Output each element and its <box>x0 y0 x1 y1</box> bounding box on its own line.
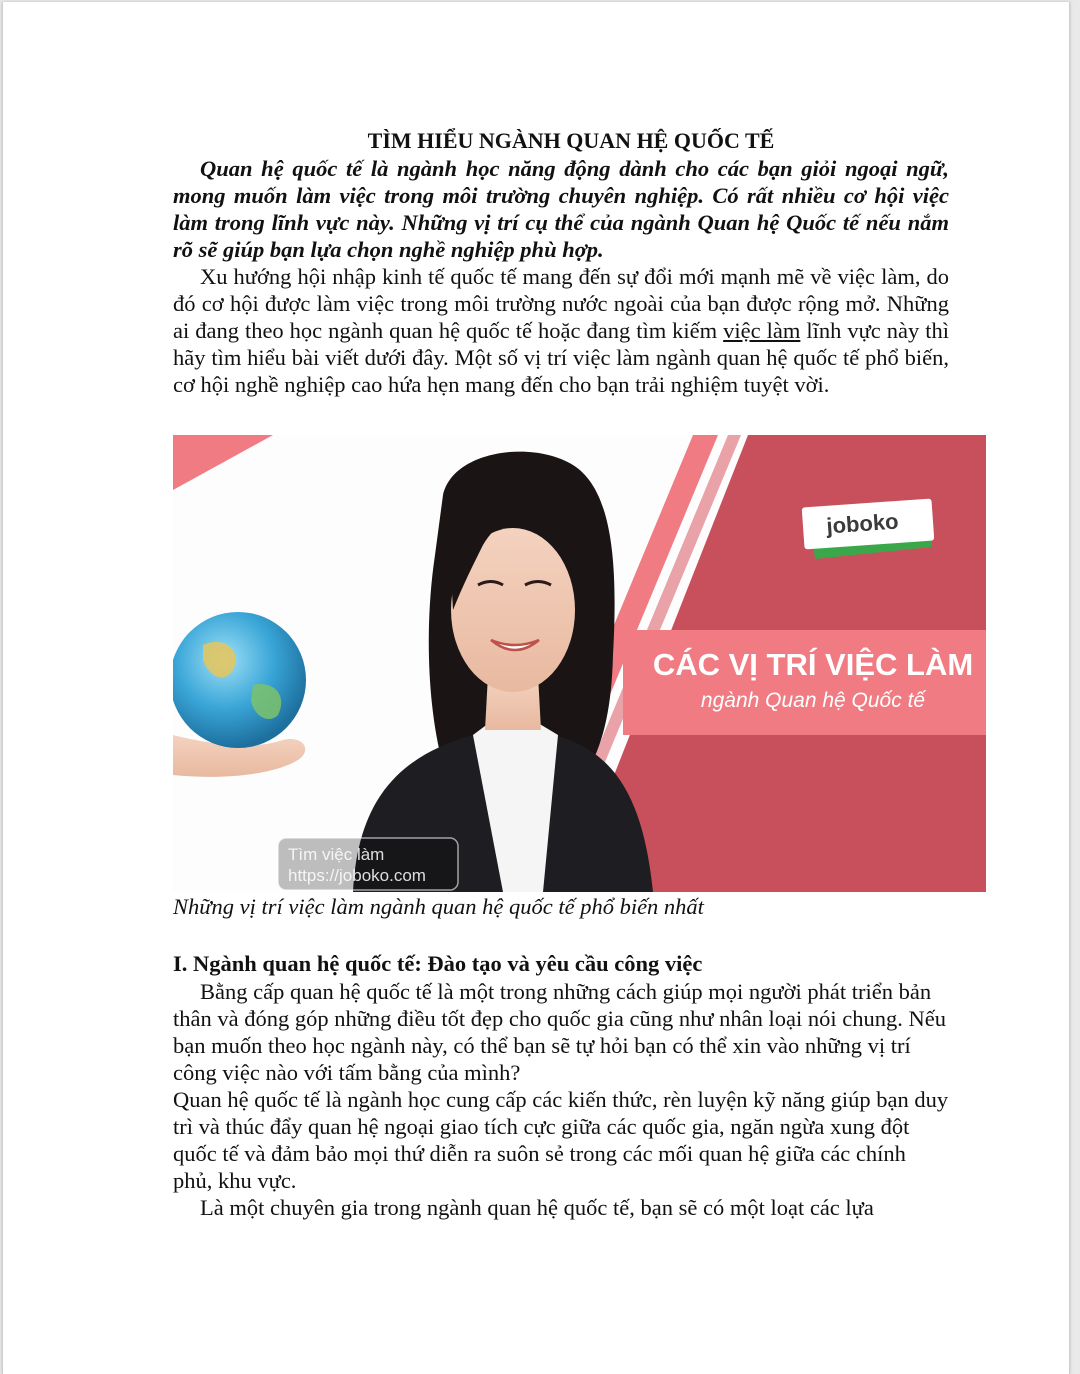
paragraph-1 <box>173 263 949 398</box>
title-box <box>623 630 986 735</box>
image-caption: Những vị trí việc làm ngành quan hệ quốc tế phổ biến nhất <box>173 894 704 919</box>
globe <box>173 612 306 748</box>
paragraph-4: Là một chuyên gia trong ngành quan hệ quốc tế, bạn sẽ có một loạt các lựa <box>200 1195 874 1220</box>
banner-subtitle: ngành Quan hệ Quốc tế <box>700 689 926 712</box>
document-body <box>173 126 974 1221</box>
logo-text: joboko <box>825 508 900 539</box>
banner-illustration <box>173 435 986 892</box>
paragraph-1-text-a: Xu hướng hội nhập kinh tế quốc tế mang đến sự đổi mới mạnh mẽ về việc làm, do đó cơ hội được làm việc trong môi trường nước ngoài của bạn được rộng mở. Những ai đang theo học ngành quan hệ quốc tế hoặc đang tìm kiếm <box>173 264 949 343</box>
paragraph-1-text-b: lĩnh vực này thì hãy tìm hiểu bài viết dưới đây. Một số vị trí việc làm ngành quan hệ quốc tế phổ biến, cơ hội nghề nghiệp cao hứa hẹn mang đến cho bạn trải nghiệm tuyệt vời. <box>173 318 949 397</box>
banner-title: CÁC VỊ TRÍ VIỆC LÀM <box>652 647 974 682</box>
article-image <box>173 435 986 892</box>
paragraph-3: Quan hệ quốc tế là ngành học cung cấp các kiến thức, rèn luyện kỹ năng giúp bạn duy trì và thúc đẩy quan hệ ngoại giao tích cực giữa các quốc gia, ngăn ngừa xung đột quốc tế và đảm bảo mọi thứ diễn ra suôn sẻ trong các mối quan hệ giữa các chính phủ, khu vực. <box>173 1087 949 1193</box>
document-page <box>2 2 1070 1374</box>
paragraph-2: Bằng cấp quan hệ quốc tế là một trong những cách giúp mọi người phát triển bản thân và đóng góp những điều tốt đẹp cho quốc gia cũng như nhân loại nói chung. Nếu bạn muốn theo học ngành này, có thể bạn sẽ tự hỏi bạn có thể xin vào những vị trí công việc nào với tấm bằng của mình? <box>173 979 946 1085</box>
document-title: TÌM HIỂU NGÀNH QUAN HỆ QUỐC TẾ <box>367 128 775 153</box>
viec-lam-link[interactable]: việc làm <box>723 318 801 343</box>
watermark-line-1: Tìm việc làm <box>288 845 385 864</box>
section-heading: I. Ngành quan hệ quốc tế: Đào tạo và yêu cầu công việc <box>173 951 703 976</box>
watermark-line-2: https://joboko.com <box>288 866 426 885</box>
intro-paragraph: Quan hệ quốc tế là ngành học năng động dành cho các bạn giỏi ngoại ngữ, mong muốn làm việc trong môi trường chuyên nghiệp. Có rất nhiều cơ hội việc làm trong lĩnh vực này. Những vị trí cụ thể của ngành Quan hệ Quốc tế nếu nắm rõ sẽ giúp bạn lựa chọn nghề nghiệp phù hợp. <box>173 156 949 262</box>
